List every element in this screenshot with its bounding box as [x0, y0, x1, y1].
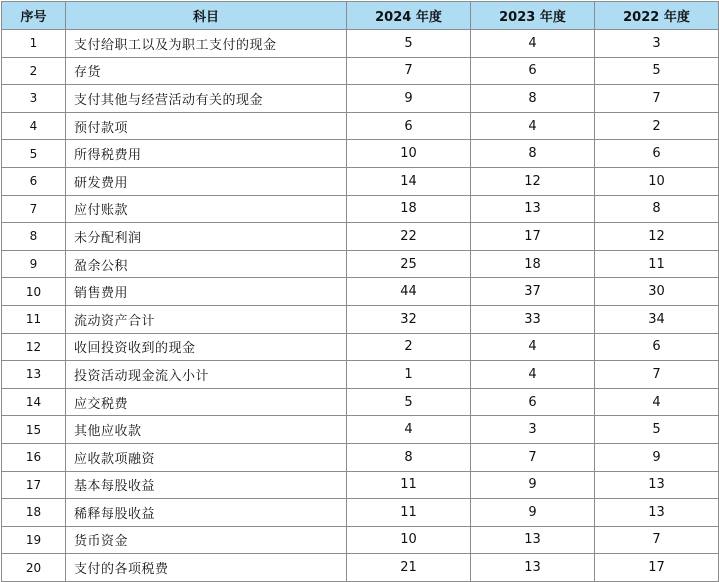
financial-table [1, 1, 719, 582]
row-value-2023: 17 [471, 223, 595, 251]
table-row [2, 195, 719, 223]
table-row [2, 223, 719, 251]
row-index: 10 [2, 278, 66, 306]
table-row [2, 57, 719, 85]
row-value-2024: 2 [347, 333, 471, 361]
row-value-2023: 8 [471, 140, 595, 168]
row-value-2024: 10 [347, 140, 471, 168]
row-value-2022: 12 [595, 223, 719, 251]
table-body [2, 30, 719, 582]
row-item: 稀释每股收益 [66, 499, 347, 527]
row-value-2022: 6 [595, 140, 719, 168]
row-value-2023: 9 [471, 499, 595, 527]
table-row [2, 471, 719, 499]
row-value-2022: 3 [595, 30, 719, 58]
row-item: 所得税费用 [66, 140, 347, 168]
table-row [2, 361, 719, 389]
row-index: 18 [2, 499, 66, 527]
row-value-2023: 12 [471, 167, 595, 195]
row-value-2024: 11 [347, 471, 471, 499]
row-item: 销售费用 [66, 278, 347, 306]
row-value-2023: 18 [471, 250, 595, 278]
row-value-2023: 4 [471, 361, 595, 389]
row-value-2023: 6 [471, 57, 595, 85]
row-value-2024: 8 [347, 443, 471, 471]
row-value-2022: 5 [595, 416, 719, 444]
row-item: 投资活动现金流入小计 [66, 361, 347, 389]
header-index: 序号 [2, 2, 66, 30]
row-item: 收回投资收到的现金 [66, 333, 347, 361]
row-item: 支付给职工以及为职工支付的现金 [66, 30, 347, 58]
row-item: 存货 [66, 57, 347, 85]
table-row [2, 526, 719, 554]
row-value-2022: 17 [595, 554, 719, 582]
table-row [2, 140, 719, 168]
row-value-2024: 9 [347, 85, 471, 113]
row-value-2023: 3 [471, 416, 595, 444]
row-index: 9 [2, 250, 66, 278]
row-value-2023: 13 [471, 195, 595, 223]
table-row [2, 554, 719, 582]
header-2023: 2023 年度 [471, 2, 595, 30]
row-value-2022: 11 [595, 250, 719, 278]
table-row [2, 443, 719, 471]
row-item: 应交税费 [66, 388, 347, 416]
row-item: 盈余公积 [66, 250, 347, 278]
row-value-2024: 22 [347, 223, 471, 251]
row-value-2024: 4 [347, 416, 471, 444]
row-value-2022: 7 [595, 85, 719, 113]
row-value-2022: 4 [595, 388, 719, 416]
row-value-2023: 8 [471, 85, 595, 113]
row-value-2023: 4 [471, 30, 595, 58]
header-2024: 2024 年度 [347, 2, 471, 30]
row-value-2022: 6 [595, 333, 719, 361]
row-item: 应付账款 [66, 195, 347, 223]
table-row [2, 30, 719, 58]
row-value-2024: 25 [347, 250, 471, 278]
row-value-2023: 4 [471, 333, 595, 361]
row-item: 应收款项融资 [66, 443, 347, 471]
table-row [2, 388, 719, 416]
row-value-2023: 4 [471, 112, 595, 140]
row-value-2022: 13 [595, 499, 719, 527]
table-row [2, 167, 719, 195]
row-value-2023: 37 [471, 278, 595, 306]
row-item: 支付其他与经营活动有关的现金 [66, 85, 347, 113]
row-value-2022: 7 [595, 361, 719, 389]
row-value-2022: 30 [595, 278, 719, 306]
row-item: 未分配利润 [66, 223, 347, 251]
row-value-2024: 10 [347, 526, 471, 554]
row-index: 4 [2, 112, 66, 140]
row-value-2024: 21 [347, 554, 471, 582]
header-2022: 2022 年度 [595, 2, 719, 30]
table-row [2, 333, 719, 361]
row-value-2023: 13 [471, 554, 595, 582]
row-item: 货币资金 [66, 526, 347, 554]
row-value-2024: 32 [347, 305, 471, 333]
row-index: 13 [2, 361, 66, 389]
row-index: 11 [2, 305, 66, 333]
row-item: 基本每股收益 [66, 471, 347, 499]
row-value-2024: 6 [347, 112, 471, 140]
table-row [2, 85, 719, 113]
row-value-2022: 34 [595, 305, 719, 333]
row-value-2024: 5 [347, 30, 471, 58]
row-value-2024: 7 [347, 57, 471, 85]
row-value-2022: 2 [595, 112, 719, 140]
row-value-2023: 6 [471, 388, 595, 416]
row-index: 8 [2, 223, 66, 251]
row-index: 2 [2, 57, 66, 85]
row-index: 19 [2, 526, 66, 554]
row-value-2022: 5 [595, 57, 719, 85]
row-index: 1 [2, 30, 66, 58]
row-index: 6 [2, 167, 66, 195]
header-row [2, 2, 719, 30]
row-value-2023: 13 [471, 526, 595, 554]
row-index: 12 [2, 333, 66, 361]
row-index: 3 [2, 85, 66, 113]
row-value-2023: 9 [471, 471, 595, 499]
row-index: 7 [2, 195, 66, 223]
row-item: 其他应收款 [66, 416, 347, 444]
row-value-2022: 8 [595, 195, 719, 223]
row-value-2024: 11 [347, 499, 471, 527]
table-row [2, 112, 719, 140]
row-item: 流动资产合计 [66, 305, 347, 333]
row-index: 16 [2, 443, 66, 471]
row-item: 支付的各项税费 [66, 554, 347, 582]
table-row [2, 305, 719, 333]
table-row [2, 250, 719, 278]
row-index: 15 [2, 416, 66, 444]
table-row [2, 416, 719, 444]
row-value-2023: 7 [471, 443, 595, 471]
row-value-2022: 13 [595, 471, 719, 499]
header-item: 科目 [66, 2, 347, 30]
table-row [2, 278, 719, 306]
row-index: 17 [2, 471, 66, 499]
row-value-2022: 10 [595, 167, 719, 195]
row-value-2024: 44 [347, 278, 471, 306]
row-value-2024: 14 [347, 167, 471, 195]
row-item: 预付款项 [66, 112, 347, 140]
row-index: 5 [2, 140, 66, 168]
row-value-2024: 1 [347, 361, 471, 389]
row-value-2024: 18 [347, 195, 471, 223]
row-value-2024: 5 [347, 388, 471, 416]
row-index: 14 [2, 388, 66, 416]
row-item: 研发费用 [66, 167, 347, 195]
row-value-2022: 9 [595, 443, 719, 471]
row-index: 20 [2, 554, 66, 582]
row-value-2023: 33 [471, 305, 595, 333]
table-row [2, 499, 719, 527]
row-value-2022: 7 [595, 526, 719, 554]
